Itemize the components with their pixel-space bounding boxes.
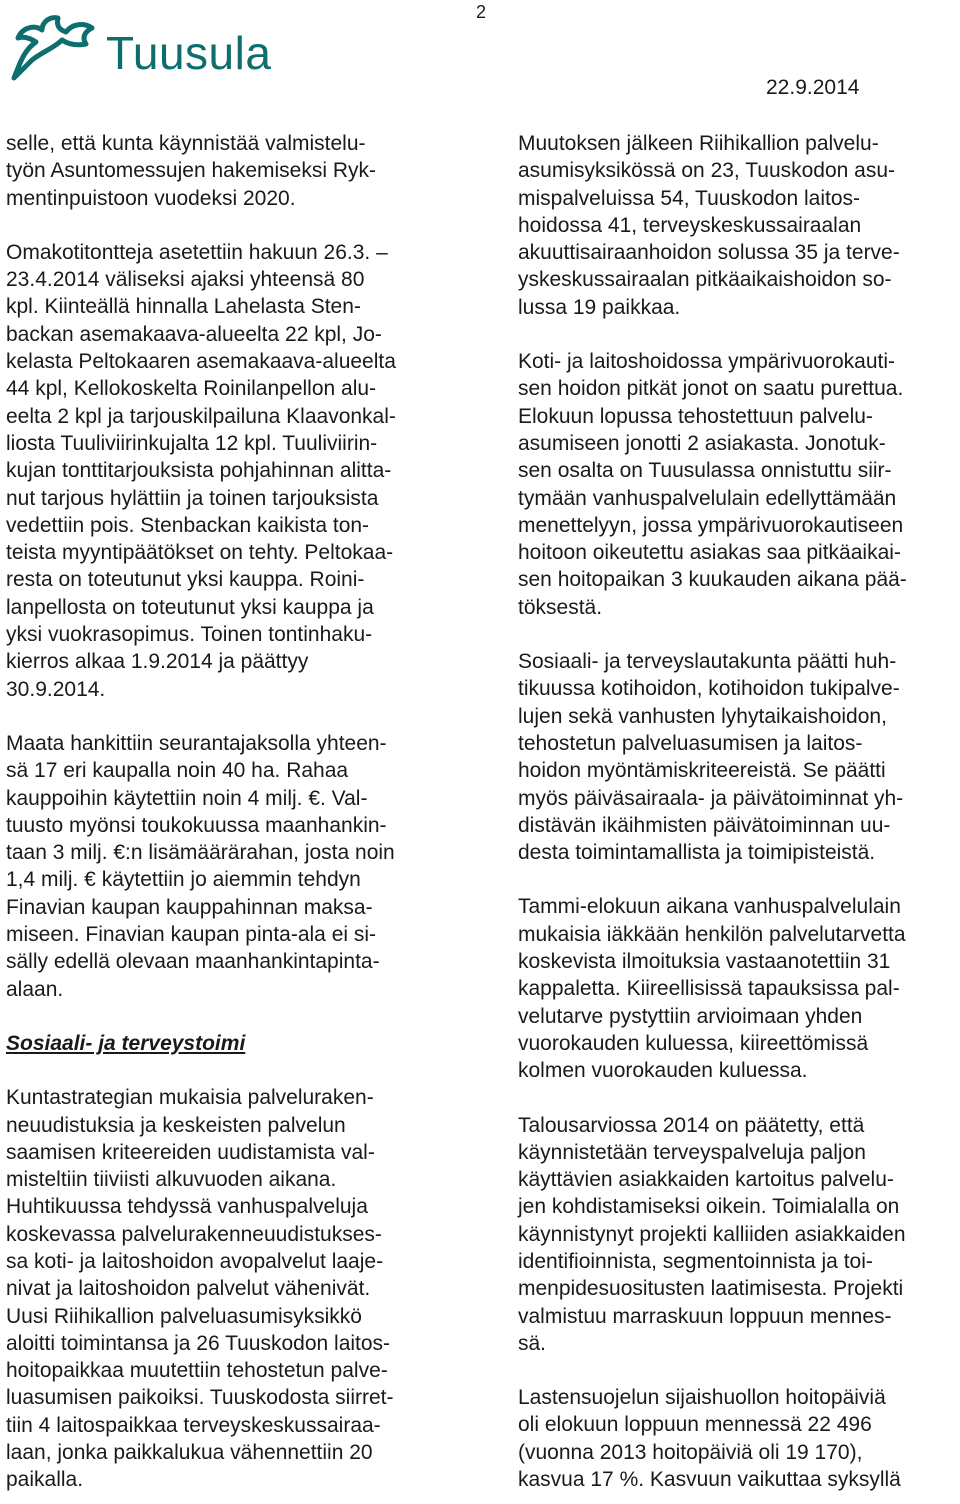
- text-line: myös päiväsairaala- ja päivätoiminnat yh-: [518, 786, 904, 810]
- text-line: Kuntastrategian mukaisia palveluraken-: [6, 1086, 374, 1110]
- text-line: yskeskussairaalan pitkäaikaishoidon so-: [518, 268, 892, 292]
- text-line: hoitoon oikeutettu asiakas saa pitkäaikai-: [518, 541, 901, 565]
- document-date: 22.9.2014: [766, 76, 860, 99]
- page-number: 2: [476, 2, 487, 22]
- text-line: oli elokuun loppuun mennessä 22 496: [518, 1413, 872, 1437]
- paragraph-gap: [518, 1357, 958, 1384]
- oak-leaf-icon: [6, 8, 106, 88]
- text-line: Talousarviossa 2014 on päätetty, että: [518, 1113, 865, 1137]
- text-line: identifioinnista, segmentoinnista ja toi-: [518, 1249, 873, 1273]
- text-line: 23.4.2014 väliseksi ajaksi yhteensä 80: [6, 268, 365, 292]
- text-line: laan, jonka paikkalukua vähennettiin 20: [6, 1441, 373, 1465]
- text-line: eelta 2 kpl ja tarjouskilpailuna Klaavonkal-: [6, 404, 396, 428]
- paragraph-gap: [518, 1085, 958, 1112]
- left-column: [6, 130, 456, 1494]
- text-line: Lastensuojelun sijaishuollon hoitopäiviä: [518, 1386, 886, 1410]
- text-line: hoitopaikkaa muutettiin tehostetun palve-: [6, 1359, 388, 1383]
- text-line: sa koti- ja laitoshoidon avopalvelut laaje-: [6, 1249, 384, 1273]
- text-line: teista myyntipäätökset on tehty. Peltokaa-: [6, 541, 394, 565]
- text-line: 1,4 milj. € käytettiin jo aiemmin tehdyn: [6, 868, 361, 892]
- paragraph-gap: [6, 1057, 456, 1084]
- text-line: kappaletta. Kiireellisissä tapauksissa pal-: [518, 977, 900, 1001]
- paragraph-gap: [6, 1003, 456, 1030]
- text-line: alaan.: [6, 977, 64, 1001]
- text-line: valmistuu marraskuun loppuun mennes-: [518, 1304, 892, 1328]
- right-column: [518, 130, 958, 1493]
- text-line: saamisen kriteereiden uudistamista val-: [6, 1140, 375, 1164]
- paragraph-gap: [6, 703, 456, 730]
- text-line: aloitti toimintansa ja 26 Tuuskodon laitos-: [6, 1331, 391, 1355]
- text-line: Elokuun lopussa tehostettuun palvelu-: [518, 404, 873, 428]
- text-line: neuudistuksia ja keskeisten palvelun: [6, 1113, 346, 1137]
- text-line: hoidon myöntämiskriteereistä. Se päätti: [518, 759, 886, 783]
- text-line: sen hoitopaikan 3 kuukauden aikana pää-: [518, 568, 907, 592]
- text-line: kasvua 17 %. Kasvuun vaikuttaa syksyllä: [518, 1468, 901, 1492]
- text-line: nivat ja laitoshoidon palvelut vähenivät.: [6, 1277, 371, 1301]
- text-line: kolmen vuorokauden kuluessa.: [518, 1059, 808, 1083]
- text-line: 44 kpl, Kellokoskelta Roinilanpellon alu-: [6, 377, 377, 401]
- text-line: tiin 4 laitospaikkaa terveyskeskussairaa-: [6, 1413, 381, 1437]
- text-line: työn Asuntomessujen hakemiseksi Ryk-: [6, 159, 376, 183]
- text-line: Finavian kaupan kauppahinnan maksa-: [6, 895, 373, 919]
- text-line: sen osalta on Tuusulassa onnistuttu siir-: [518, 459, 892, 483]
- text-line: 30.9.2014.: [6, 677, 106, 701]
- text-line: kierros alkaa 1.9.2014 ja päättyy: [6, 650, 309, 674]
- text-line: Uusi Riihikallion palveluasumisyksikkö: [6, 1304, 362, 1328]
- text-line: miseen. Finavian kaupan pinta-ala ei si-: [6, 923, 377, 947]
- text-line: tehostetun palveluasumisen ja laitos-: [518, 731, 863, 755]
- text-line: mukaisia iäkkään henkilön palvelutarvetta: [518, 922, 906, 946]
- text-line: hoidossa 41, terveyskeskussairaalan: [518, 213, 862, 237]
- text-line: käynnistetään terveyspalveluja paljon: [518, 1140, 866, 1164]
- text-line: lujen sekä vanhusten lyhytaikaishoidon,: [518, 704, 887, 728]
- text-line: akuuttisairaanhoidon solussa 35 ja terve-: [518, 241, 900, 265]
- text-line: sen hoidon pitkät jonot on saatu purettua.: [518, 377, 904, 401]
- text-line: lussa 19 paikkaa.: [518, 295, 681, 319]
- text-line: vedettiin pois. Stenbackan kaikista ton-: [6, 513, 370, 537]
- text-line: töksestä.: [518, 595, 603, 619]
- text-line: käynnistynyt projekti kalliiden asiakkaiden: [518, 1222, 906, 1246]
- text-line: sälly edellä olevaan maanhankintapinta-: [6, 950, 380, 974]
- text-line: Omakotitontteja asetettiin hakuun 26.3. –: [6, 240, 388, 264]
- text-line: Koti- ja laitoshoidossa ympärivuorokauti-: [518, 350, 896, 374]
- text-line: Sosiaali- ja terveyslautakunta päätti huh-: [518, 650, 897, 674]
- text-line: velutarve pystyttiin arvioimaan yhden: [518, 1004, 863, 1028]
- text-line: jen kohdistamiseksi oikein. Toimialalla on: [518, 1195, 900, 1219]
- text-line: tymään vanhuspalvelulain edellyttämään: [518, 486, 897, 510]
- text-line: menpidesuositusten laatimisesta. Projekti: [518, 1277, 904, 1301]
- text-line: Huhtikuussa tehdyssä vanhuspalveluja: [6, 1195, 368, 1219]
- text-line: kpl. Kiinteällä hinnalla Lahelasta Sten-: [6, 295, 361, 319]
- text-line: backan asemakaava-alueelta 22 kpl, Jo-: [6, 322, 382, 346]
- text-line: asumisyksikössä on 23, Tuuskodon asu-: [518, 159, 896, 183]
- tuusula-logo: [6, 8, 306, 88]
- text-line: Muutoksen jälkeen Riihikallion palvelu-: [518, 132, 879, 155]
- text-line: kauppoihin käytettiin noin 4 milj. €. Val-: [6, 786, 368, 810]
- text-line: paikalla.: [6, 1468, 84, 1492]
- section-heading: Sosiaali- ja terveystoimi: [6, 1031, 246, 1055]
- text-line: asumiseen jonotti 2 asiakasta. Jonotuk-: [518, 431, 886, 455]
- text-line: lanpellosta on toteutunut yksi kauppa ja: [6, 595, 374, 619]
- text-line: sä.: [518, 1331, 547, 1355]
- text-line: misteltiin tiiviisti alkuvuoden aikana.: [6, 1168, 337, 1192]
- text-line: luasumisen paikoiksi. Tuuskodosta siirret-: [6, 1386, 394, 1410]
- paragraph-gap: [518, 866, 958, 893]
- text-line: koskevista ilmoituksia vastaanotettiin 31: [518, 950, 891, 974]
- text-line: sä 17 eri kaupalla noin 40 ha. Rahaa: [6, 759, 349, 783]
- paragraph-gap: [6, 212, 456, 239]
- text-line: yksi vuokrasopimus. Toinen tontinhaku-: [6, 623, 373, 647]
- text-line: käyttävien asiakkaiden kartoitus palvelu-: [518, 1168, 894, 1192]
- text-line: vuorokauden kuluessa, kiireettömissä: [518, 1031, 869, 1055]
- text-line: kujan tonttitarjouksista pohjahinnan alitta-: [6, 459, 392, 483]
- logo-text: Tuusula: [106, 27, 272, 79]
- text-line: taan 3 milj. €:n lisämäärärahan, josta noin: [6, 841, 395, 865]
- text-line: koskevassa palvelurakenneuudistukses-: [6, 1222, 382, 1246]
- text-line: mispalveluissa 54, Tuuskodon laitos-: [518, 186, 861, 210]
- paragraph-gap: [518, 621, 958, 648]
- text-line: (vuonna 2013 hoitopäiviä oli 19 170),: [518, 1440, 863, 1464]
- text-line: selle, että kunta käynnistää valmistelu-: [6, 132, 366, 155]
- text-line: Tammi-elokuun aikana vanhuspalvelulain: [518, 895, 901, 919]
- text-line: liosta Tuuliviirinkujalta 12 kpl. Tuuliviirin-: [6, 431, 378, 455]
- text-line: tikuussa kotihoidon, kotihoidon tukipalve-: [518, 677, 900, 701]
- text-line: tuusto myönsi toukokuussa maanhankin-: [6, 813, 387, 837]
- text-line: desta toimintamallista ja toimipisteistä.: [518, 841, 876, 865]
- text-line: kelasta Peltokaaren asemakaava-alueelta: [6, 350, 396, 374]
- text-line: Maata hankittiin seurantajaksolla yhteen-: [6, 731, 387, 755]
- text-line: nut tarjous hylättiin ja toinen tarjouksista: [6, 486, 379, 510]
- paragraph-gap: [518, 321, 958, 348]
- text-line: resta on toteutunut yksi kauppa. Roini-: [6, 568, 365, 592]
- text-line: distävän ikäihmisten päivätoiminnan uu-: [518, 813, 891, 837]
- text-line: mentinpuistoon vuodeksi 2020.: [6, 186, 296, 210]
- text-line: menettelyyn, jossa ympärivuorokautiseen: [518, 513, 904, 537]
